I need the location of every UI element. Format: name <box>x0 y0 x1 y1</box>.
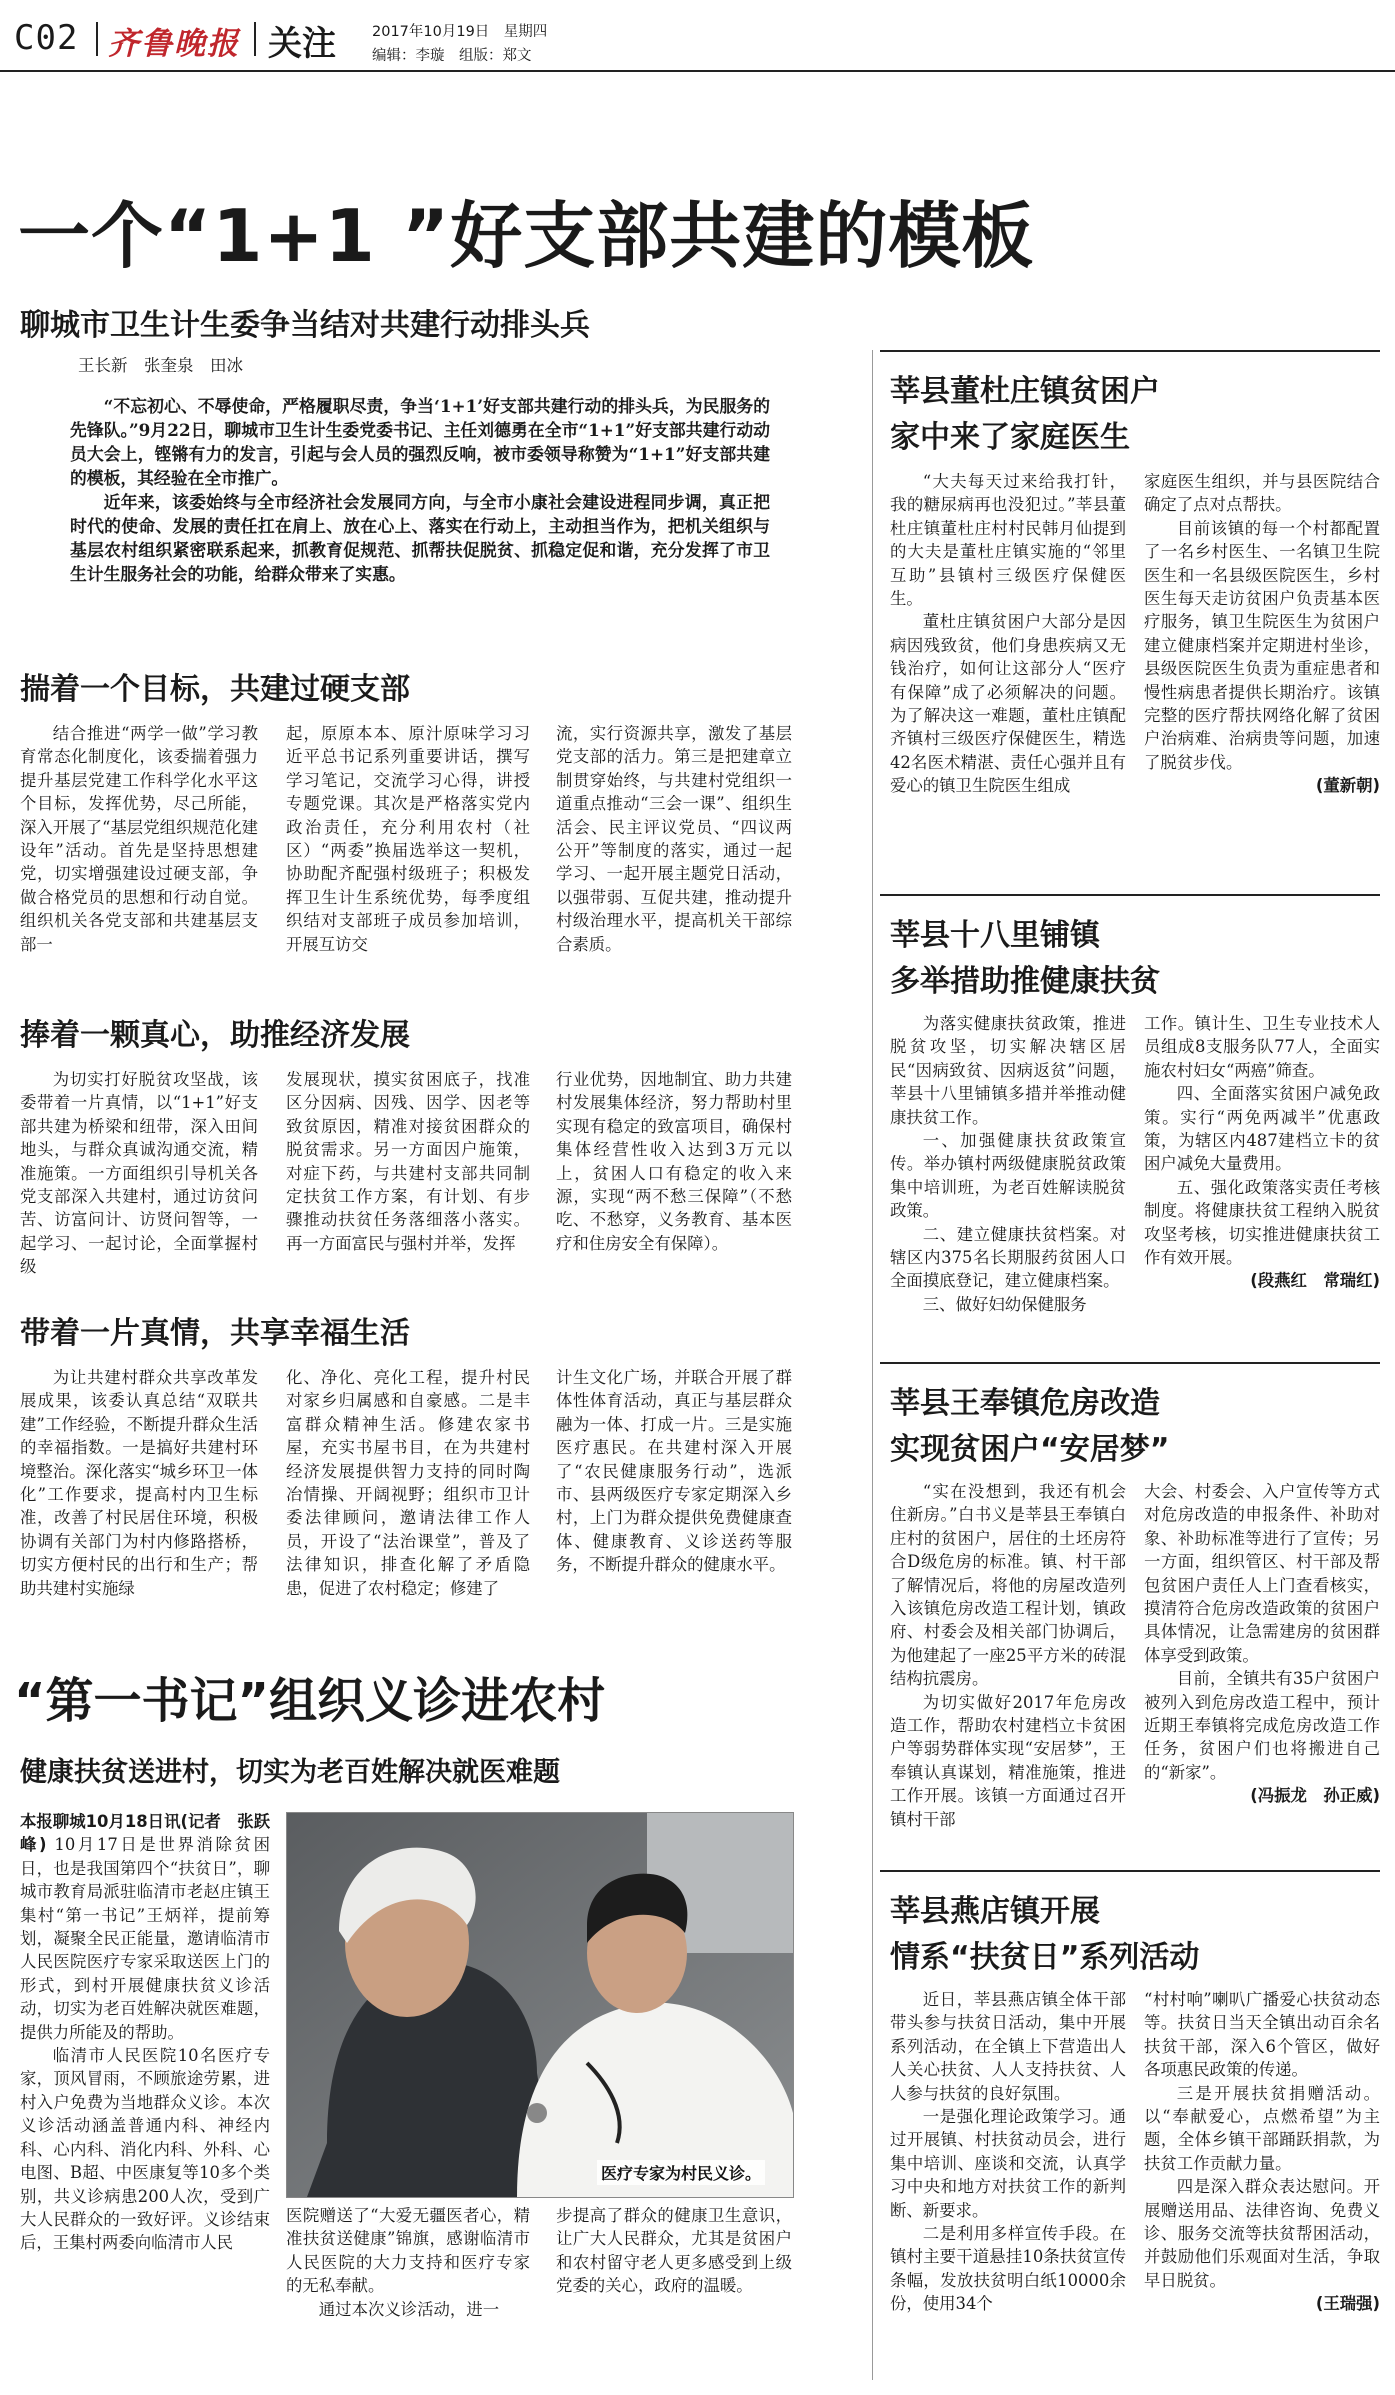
story-title-line: 家中来了家庭医生 <box>890 420 1130 455</box>
story-col <box>890 1480 1126 1831</box>
paragraph: 二、建立健康扶贫档案。对辖区内375名长期服药贫困人口全面摸底登记，建立健康档案。 <box>890 1224 1126 1291</box>
story-title-line: 莘县董杜庄镇贫困户 <box>890 374 1160 409</box>
paragraph: 一是强化理论政策学习。通过开展镇、村扶贫动员会，进行集中培训、座谈和交流，认真学习中央和地方对扶贫工作的新判断、新要求。 <box>890 2107 1126 2220</box>
story-credit: (冯振龙 孙正威) <box>1250 1786 1380 1806</box>
story-col <box>1144 1012 1380 1293</box>
second-story-col1 <box>20 1810 270 2255</box>
story-title-line: 实现贫困户“安居梦” <box>890 1432 1170 1467</box>
body-column: 结合推进“两学一做”学习教育常态化制度化，该委揣着强力提升基层党建工作科学化水平这个目标，发挥优势，尽己所能，深入开展了“基层党组织规范化建设年”活动。首先是坚持思想建党，切实增强建设过硬支部，争做合格党员的思想和行动自觉。组织机关各党支部和共建基层支部一 <box>20 724 258 954</box>
story-top-rule <box>880 894 1380 896</box>
lead-paragraph: “不忘初心、不辱使命，严格履职尽责，争当‘1+1’好支部共建行动的排头兵，为民服务的先锋队。”9月22日，聊城市卫生计生委党委书记、主任刘德勇在全市“1+1”好支部共建行动动员大会上，铿锵有力的发言，引起与会人员的强烈反响，被市委领导称赞为“1+1”好支部共建的模板，其经验在全市推广。 <box>70 396 770 488</box>
body-column: 为让共建村群众共享改革发展成果，该委认真总结“双联共建”工作经验，不断提升群众生活的幸福指数。一是搞好共建村环境整治。深化落实“城乡环卫一体化”工作要求，提高村内卫生标准，改善了村民居住环境，积极协调有关部门为村内修路搭桥，切实方便村民的出行和生产；帮助共建村实施绿 <box>20 1368 258 1598</box>
paragraph: 四是深入群众表达慰问。开展赠送用品、法律咨询、免费义诊、服务交流等扶贫帮困活动，并鼓励他们乐观面对生活，争取早日脱贫。 <box>1144 2177 1380 2290</box>
header-rule <box>0 70 1395 72</box>
story-credit: (王瑞强) <box>1315 2294 1380 2314</box>
page-number: C02 <box>14 18 79 58</box>
paragraph: 目前该镇的每一个村都配置了一名乡村医生、一名镇卫生院医生和一名县级医院医生，乡村医生每天走访贫困户负责基本医疗服务，镇卫生院医生为贫困户建立健康档案并定期进村坐诊，县级医院医生负责为重症患者和慢性病患者提供长期治疗。该镇完整的医疗帮扶网络化解了贫困户治病难、治病贵等问题，加速了脱贫步伐。 <box>1144 518 1380 772</box>
body-column: 为切实打好脱贫攻坚战，该委带着一片真情，以“1+1”好支部共建为桥梁和纽带，深入田间地头，与群众真诚沟通交流，精准施策。一方面组织引导机关各党支部深入共建村，通过访贫问苦、访富问计、访贤问智等，一起学习、一起讨论，全面掌握村级 <box>20 1070 258 1277</box>
second-story-title: “第一书记”组织义诊进农村 <box>14 1673 606 1729</box>
body-column: 化、净化、亮化工程，提升村民对家乡归属感和自豪感。二是丰富群众精神生活。修建农家书屋，充实书屋书目，在为共建村经济发展提供智力支持的同时陶冶情操、开阔视野；组织市卫计委法律顾问，邀请法律工作人员，开设了“法治课堂”，普及了法律知识，排查化解了矛盾隐患，促进了农村稳定；修建了 <box>286 1368 530 1598</box>
story-top-rule <box>880 350 1380 352</box>
paragraph: 为落实健康扶贫政策，推进脱贫攻坚，切实解决辖区居民“因病致贫、因病返贫”问题，莘县十八里铺镇多措并举推动健康扶贫工作。 <box>890 1014 1126 1127</box>
paragraph: 临清市人民医院10名医疗专家，顶风冒雨，不顾旅途劳累，进村入户免费为当地群众义诊。本次义诊活动涵盖普通内科、神经内科、心内科、消化内科、外科、心电图、B超、中医康复等10多个类别，共义诊病患200人次，受到广大人民群众的一致好评。义诊结束后，王集村两委向临清市人民 <box>20 2046 270 2253</box>
second-story-col3: 步提高了群众的健康卫生意识，让广大人民群众，尤其是贫困户和农村留守老人更多感受到上级党委的关心，政府的温暖。 <box>556 2206 792 2296</box>
story-credit: (段燕红 常瑞红) <box>1250 1271 1380 1291</box>
paragraph: 家庭医生组织，并与县医院结合确定了点对点帮扶。 <box>1144 472 1380 515</box>
paragraph: 三、做好妇幼保健服务 <box>922 1294 1087 1314</box>
dateline: 本报聊城10月18日讯(记者 张跃峰) <box>20 1812 270 1855</box>
section-heading: 带着一片真情，共享幸福生活 <box>20 1316 410 1351</box>
paragraph: 通过本次义诊活动，进一 <box>318 2299 500 2319</box>
paragraph: 大会、村委会、入户宣传等方式对危房改造的申报条件、补助对象、补助标准等进行了宣传；另一方面，组织管区、村干部及帮包贫困户责任人上门查看核实，摸清符合危房改造政策的贫困户具体情况，让急需建房的贫困群体享受到政策。 <box>1144 1482 1380 1665</box>
paragraph: “村村响”喇叭广播爱心扶贫动态等。扶贫日当天全镇出动百余名扶贫干部，深入6个管区，做好各项惠民政策的传递。 <box>1144 1990 1380 2080</box>
paragraph: 医院赠送了“大爱无疆医者心，精准扶贫送健康”锦旗，感谢临清市人民医院的大力支持和医疗专家的无私奉献。 <box>286 2206 530 2296</box>
paragraph: 四、全面落实贫困户减免政策。实行“两免两减半”优惠政策，为辖区内487建档立卡的贫困户减免大量费用。 <box>1144 1084 1380 1174</box>
story-title-line: 莘县十八里铺镇 <box>890 918 1100 953</box>
top-story-lead <box>70 394 770 586</box>
paragraph: 10月17日是世界消除贫困日，也是我国第四个“扶贫日”，聊城市教育局派驻临清市老赵庄镇王集村“第一书记”王炳祥，提前筹划，凝聚全民正能量，邀请临清市人民医院医疗专家采取送医上门的形式，到村开展健康扶贫义诊活动，切实为老百姓解决就医难题，提供力所能及的帮助。 <box>20 1835 270 2042</box>
lead-paragraph: 近年来，该委始终与全市经济社会发展同方向，与全市小康社会建设进程同步调，真正把时代的使命、发展的责任扛在肩上、放在心上、落实在行动上，主动担当作为，把机关组织与基层农村组织紧密联系起来，抓教育促规范、抓帮扶促脱贫、抓稳定促和谐，充分发挥了市卫生计生服务社会的功能，给群众带来了实惠。 <box>70 492 770 584</box>
second-story-col2 <box>286 2204 530 2321</box>
story-title-line: 情系“扶贫日”系列活动 <box>890 1940 1200 1975</box>
top-story-subtitle: 聊城市卫生计生委争当结对共建行动排头兵 <box>20 308 590 343</box>
top-story-byline: 王长新 张奎泉 田冰 <box>78 356 243 375</box>
paragraph: 为切实做好2017年危房改造工作，帮助农村建档立卡贫困户等弱势群体实现“安居梦”，王奉镇认真谋划，精准施策，推进工作开展。该镇一方面通过召开镇村干部 <box>890 1692 1126 1829</box>
story-col <box>890 1988 1126 2316</box>
paper-logo: 齐鲁晚报 <box>108 26 240 62</box>
paragraph: 五、强化政策落实责任考核制度。将健康扶贫工程纳入脱贫攻坚考核，切实推进健康扶贫工作有效开展。 <box>1144 1177 1380 1268</box>
paragraph: 一、加强健康扶贫政策宣传。举办镇村两级健康脱贫政策集中培训班，为老百姓解读脱贫政策。 <box>890 1131 1126 1221</box>
header-editor: 编辑：李璇 组版：郑文 <box>372 48 532 64</box>
photo-caption: 医疗专家为村民义诊。 <box>597 2160 765 2185</box>
second-story-subtitle: 健康扶贫送进村，切实为老百姓解决就医难题 <box>20 1757 560 1788</box>
paragraph: 工作。镇计生、卫生专业技术人员组成8支服务队77人，全面实施农村妇女“两癌”筛查。 <box>1144 1014 1380 1080</box>
body-column: 计生文化广场，并联合开展了群体性体育活动，真正与基层群众融为一体、打成一片。三是实施医疗惠民。在共建村深入开展了“农民健康服务行动”，选派市、县两级医疗专家定期深入乡村，上门为群众提供免费健康查体、健康教育、义诊送药等服务，不断提升群众的健康水平。 <box>556 1368 792 1575</box>
header-divider-2 <box>254 22 256 56</box>
news-photo <box>286 1812 794 2198</box>
body-column: 起，原原本本、原汁原味学习习近平总书记系列重要讲话，撰写学习笔记，交流学习心得，讲授专题党课。其次是严格落实党内政治责任，充分利用农村（社区）“两委”换届选举这一契机，协助配齐配强村级班子；积极发挥卫生计生系统优势，每季度组织结对支部班子成员参加培训，开展互访交 <box>286 724 530 954</box>
story-col <box>1144 1988 1380 2316</box>
body-column: 行业优势，因地制宜、助力共建村发展集体经济，努力帮助村里实现有稳定的致富项目，确保村集体经营性收入达到3万元以上，贫困人口有稳定的收入来源，实现“两不愁三保障”（不愁吃、不愁穿，义务教育、基本医疗和住房安全有保障）。 <box>556 1070 792 1253</box>
story-col <box>1144 470 1380 798</box>
story-col <box>890 470 1126 798</box>
section-label: 关注 <box>268 24 336 64</box>
section-heading: 捧着一颗真心，助推经济发展 <box>20 1018 410 1053</box>
story-credit: (董新朝) <box>1315 776 1380 796</box>
header-divider <box>96 22 98 56</box>
column-rule <box>872 350 873 2380</box>
paragraph: 董杜庄镇贫困户大部分是因病因残致贫，他们身患疾病又无钱治疗，如何让这部分人“医疗有保障”成了必须解决的问题。为了解决这一难题，董杜庄镇配齐镇村三级医疗保健医生，精选42名医术精湛、责任心强并且有爱心的镇卫生院医生组成 <box>890 612 1126 796</box>
paragraph: 三是开展扶贫捐赠活动。以“奉献爱心，点燃希望”为主题，全体乡镇干部踊跃捐款，为扶贫工作贡献力量。 <box>1144 2083 1380 2173</box>
paragraph: 近日，莘县燕店镇全体干部带头参与扶贫日活动，集中开展系列活动，在全镇上下营造出人人关心扶贫、人人支持扶贫、人人参与扶贫的良好氛围。 <box>890 1990 1126 2103</box>
paragraph: 目前，全镇共有35户贫困户被列入到危房改造工程中，预计近期王奉镇将完成危房改造工作任务，贫困户们也将搬进自己的“新家”。 <box>1144 1669 1380 1782</box>
story-top-rule <box>880 1362 1380 1364</box>
story-title-line: 多举措助推健康扶贫 <box>890 964 1160 999</box>
header-date: 2017年10月19日 星期四 <box>372 24 548 40</box>
story-col <box>890 1012 1126 1316</box>
paragraph: “大夫每天过来给我打针，我的糖尿病再也没犯过。”莘县董杜庄镇董杜庄村村民韩月仙提到的大夫是董杜庄镇实施的“邻里互助”县镇村三级医疗保健医生。 <box>890 472 1126 609</box>
paragraph: “实在没想到，我还有机会住新房。”白书义是莘县王奉镇白庄村的贫困户，居住的土坯房符合D级危房的标准。镇、村干部了解情况后，将他的房屋改造列入该镇危房改造工程计划，镇政府、村委会及相关部门协调后，为他建起了一座25平方米的砖混结构抗震房。 <box>890 1482 1126 1689</box>
section-heading: 揣着一个目标，共建过硬支部 <box>20 672 410 707</box>
paragraph: 二是利用多样宣传手段。在镇村主要干道悬挂10条扶贫宣传条幅，发放扶贫明白纸10000余份，使用34个 <box>890 2224 1126 2314</box>
story-col <box>1144 1480 1380 1808</box>
body-column: 发展现状，摸实贫困底子，找准区分因病、因残、因学、因老等致贫原因，精准对接贫困群众的脱贫需求。另一方面因户施策，对症下药，与共建村支部共同制定扶贫工作方案，有计划、有步骤推动扶贫任务落细落小落实。再一方面富民与强村并举，发挥 <box>286 1070 530 1253</box>
top-story-title: 一个“1+1 ”好支部共建的模板 <box>18 194 1035 278</box>
story-title-line: 莘县燕店镇开展 <box>890 1894 1100 1929</box>
story-title-line: 莘县王奉镇危房改造 <box>890 1386 1160 1421</box>
body-column: 流，实行资源共享，激发了基层党支部的活力。第三是把建章立制贯穿始终，与共建村党组织一道重点推动“三会一课”、组织生活会、民主评议党员、“四议两公开”等制度的落实，通过一起学习、一起开展主题党日活动，以强带弱、互促共建，推动提升村级治理水平，提高机关干部综合素质。 <box>556 724 792 954</box>
story-top-rule <box>880 1870 1380 1872</box>
